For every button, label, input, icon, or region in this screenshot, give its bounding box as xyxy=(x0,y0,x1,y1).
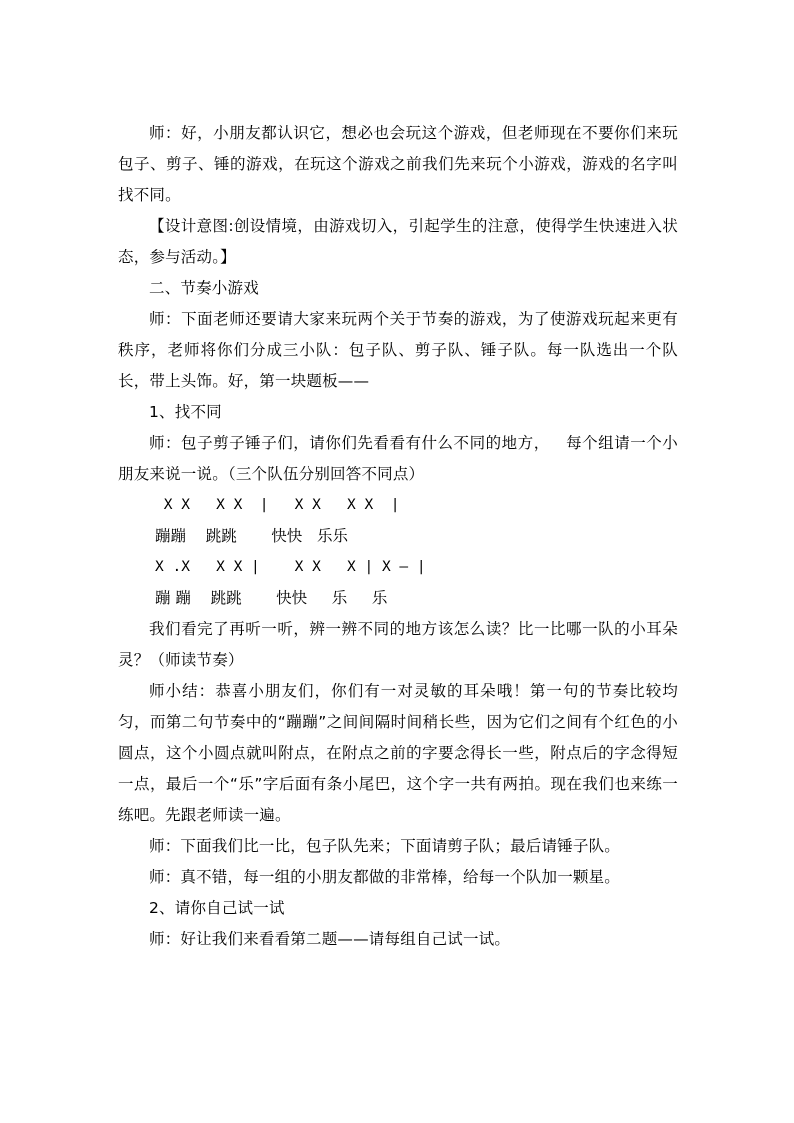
subsection-heading-find-difference: 1、找不同 xyxy=(149,403,222,421)
rhythm-line-1: X X X X | X X X X | xyxy=(155,497,400,513)
section-heading-rhythm-game: 二、节奏小游戏 xyxy=(149,279,259,297)
paragraph-find-difference: 师：包子剪子锤子们，请你们先看看有什么不同的地方， 每个组请一个小朋友来说一说。（三个队伍分别回答不同点） xyxy=(118,434,678,483)
paragraph-praise: 师：真不错，每一组的小朋友都做的非常棒，给每一个队加一颗星。 xyxy=(149,868,621,886)
rhythm-line-2: X .X X X | X X X | X — | xyxy=(155,559,426,575)
subsection-heading-try-yourself: 2、请你自己试一试 xyxy=(149,899,285,917)
paragraph-compare: 师：下面我们比一比，包子队先来；下面请剪子队；最后请锤子队。 xyxy=(149,837,621,855)
paragraph-teams: 师：下面老师还要请大家来玩两个关于节奏的游戏，为了使游戏玩起来更有秩序，老师将你们分成三小队：包子队、剪子队、锤子队。每一队选出一个队长，带上头饰。好，第一块题板—— xyxy=(118,310,678,390)
paragraph-listen: 我们看完了再听一听，辨一辨不同的地方该怎么读？比一比哪一队的小耳朵灵？（师读节奏） xyxy=(118,620,678,669)
document-body xyxy=(118,118,678,955)
paragraph-summary: 师小结：恭喜小朋友们，你们有一对灵敏的耳朵哦！第一句的节奏比较均匀，而第二句节奏中的“蹦蹦”之间间隔时间稍长些，因为它们之间有个红色的小圆点，这个小圆点就叫附点，在附点之前的字要念得长一些，附点后的字念得短一点，最后一个“乐”字后面有条小尾巴，这个字一共有两拍。现在我们也来练一练吧。先跟老师读一遍。 xyxy=(118,682,678,824)
paragraph-intro: 师：好，小朋友都认识它，想必也会玩这个游戏，但老师现在不要你们来玩包子、剪子、锤的游戏，在玩这个游戏之前我们先来玩个小游戏，游戏的名字叫找不同。 xyxy=(118,124,678,204)
paragraph-second-question: 师：好让我们来看看第二题——请每组自己试一试。 xyxy=(149,930,511,948)
lyric-line-2: 蹦 蹦 跳跳 快快 乐 乐 xyxy=(155,589,388,607)
paragraph-design-intent: 【设计意图:创设情境，由游戏切入，引起学生的注意，使得学生快速进入状态，参与活动。】 xyxy=(118,217,678,266)
lyric-line-1: 蹦蹦 跳跳 快快 乐乐 xyxy=(155,527,348,545)
